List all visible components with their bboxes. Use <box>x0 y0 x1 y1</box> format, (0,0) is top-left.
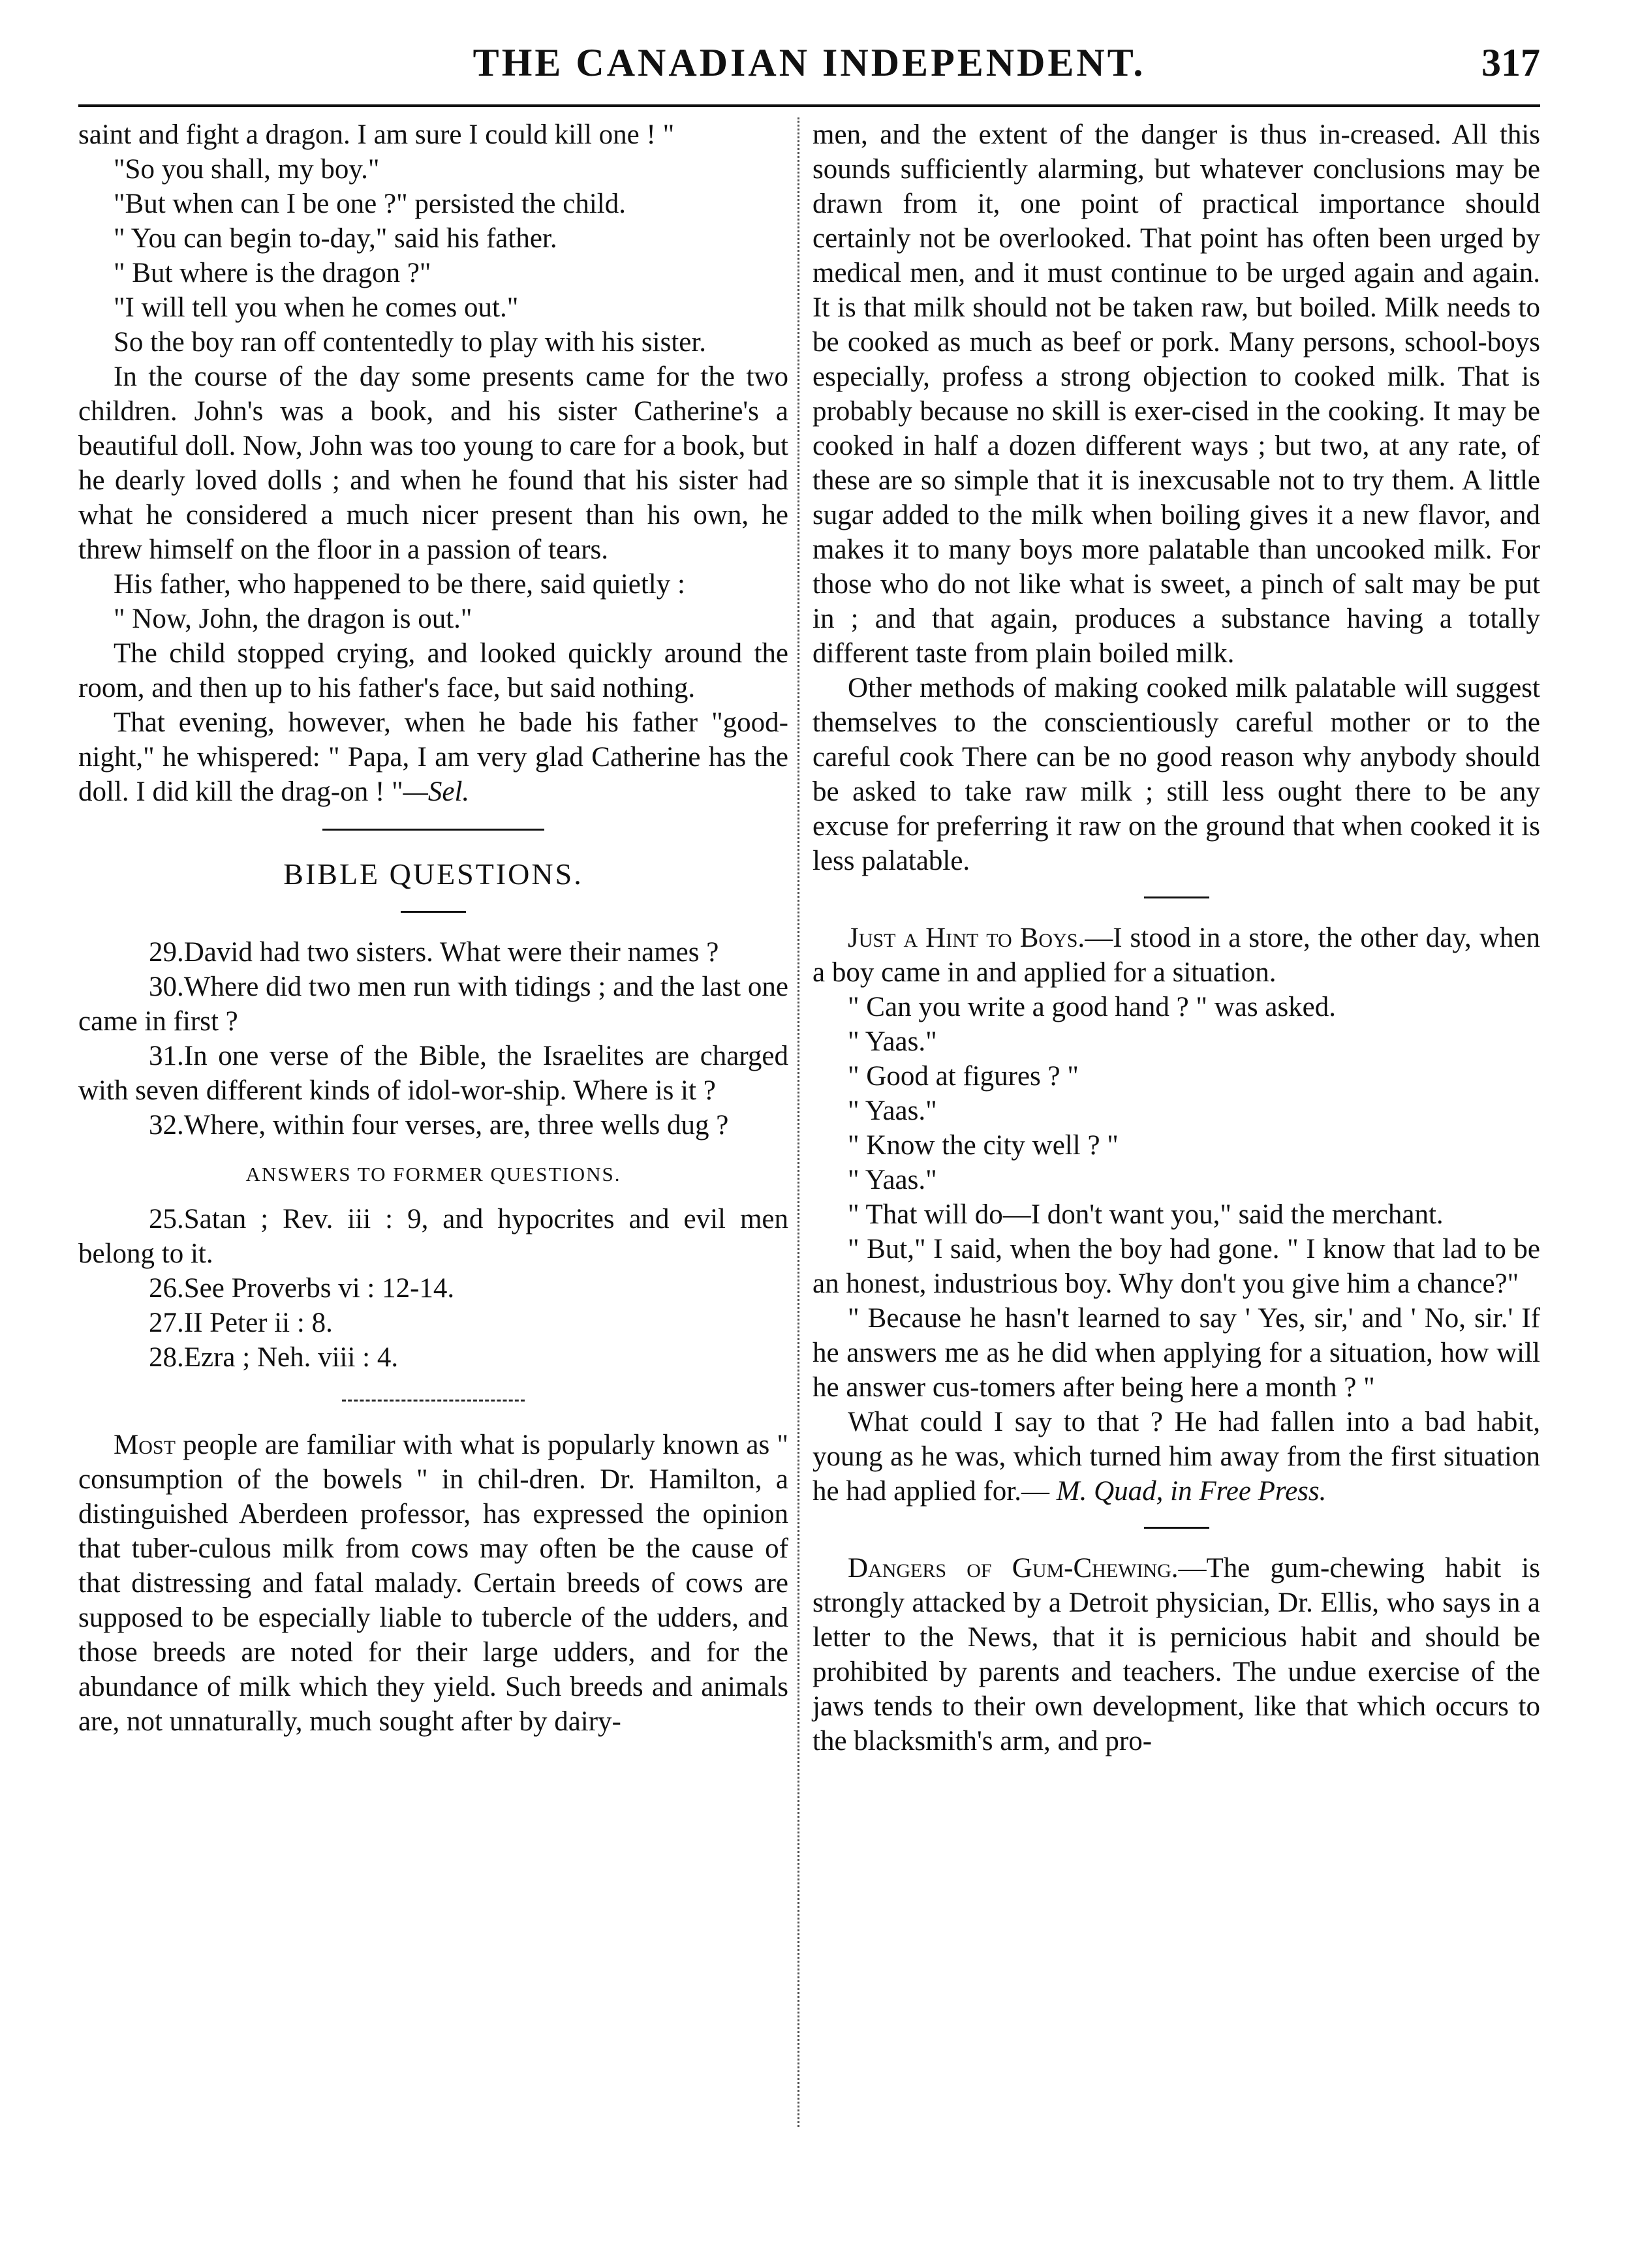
story-line: So the boy ran off contentedly to play with his sister. <box>114 327 707 358</box>
answer-text: Ezra ; Neh. viii : 4. <box>183 1342 399 1373</box>
gum-article-text: —The gum-chewing habit is strongly attacked by a Detroit physician, Dr. Ellis, who says in a letter to the News, that it is pernicious habit and should be prohibited by parents and teachers. The undue exercise of the jaws tends to their own development, like that which occurs to the blacksmith's arm, and pro- <box>812 1553 1540 1756</box>
section-rule <box>342 1400 525 1402</box>
page-number: 317 <box>1481 41 1540 84</box>
answer-text: Satan ; Rev. iii : 9, and hypocrites and evil men belong to it. <box>78 1204 788 1269</box>
story-line: " You can begin to-day," said his father. <box>114 223 557 254</box>
gum-article-title: Dangers of Gum-Chewing. <box>848 1553 1179 1584</box>
section-rule <box>401 911 466 913</box>
section-rule <box>1144 896 1209 898</box>
story-paragraph: In the course of the day some presents came for the two children. John's was a book, and his sister Catherine's a beautiful doll. Now, John was too young to care for a book, but he dearly loved dolls ; and when he found that his sister had what he considered a much nicer present than his own, he threw himself on the floor in a passion of tears. <box>78 361 788 565</box>
hint-closing-text: What could I say to that ? He had fallen into a bad habit, young as he was, which turned him away from the first situation he had applied for.— <box>812 1407 1540 1507</box>
dialogue-line: " That will do—I don't want you," said the merchant. <box>848 1199 1444 1230</box>
dialogue-line: " But," I said, when the boy had gone. " I know that lad to be an honest, industrious boy. Why don't you give him a chance?" <box>812 1234 1540 1299</box>
answer-text: See Proverbs vi : 12-14. <box>183 1273 455 1304</box>
story-paragraph: His father, who happened to be there, said quietly : <box>114 569 685 600</box>
answer-item <box>78 1340 788 1375</box>
answer-number: 26. <box>149 1273 184 1304</box>
right-column <box>812 117 1540 1758</box>
story-line: "So you shall, my boy." <box>114 154 380 185</box>
dialogue-line: " Can you write a good hand ? " was asked. <box>848 992 1337 1022</box>
dialogue-line: " Yaas." <box>848 1096 937 1126</box>
milk-article-lead: Most <box>114 1430 176 1460</box>
story-ending: That evening, however, when he bade his father "good-night," he whispered: " Papa, I am very glad Catherine has the doll. I did kill the drag-on ! " <box>78 707 788 807</box>
answer-item <box>78 1271 788 1306</box>
question-item <box>78 935 788 970</box>
dialogue-line: " Because he hasn't learned to say ' Yes, sir,' and ' No, sir.' If he answers me as he did when applying for a situation, how will he answer cus-tomers after being here a month ? " <box>812 1303 1540 1403</box>
column-divider <box>797 117 799 2127</box>
dialogue-line: " Yaas." <box>848 1026 937 1057</box>
section-rule <box>322 829 544 831</box>
publication-title: THE CANADIAN INDEPENDENT. <box>472 41 1146 84</box>
milk-article-paragraph: Other methods of making cooked milk palatable will suggest themselves to the conscientiously careful mother or to the careful cook There can be no good reason why anybody should be asked to take raw milk ; still less ought there to be any excuse for preferring it raw on the ground that when cooked it is less palatable. <box>812 673 1540 876</box>
answer-number: 28. <box>149 1342 184 1373</box>
answer-number: 25. <box>149 1204 184 1234</box>
answers-title: ANSWERS TO FORMER QUESTIONS. <box>245 1163 621 1186</box>
source-credit: —Sel. <box>403 776 470 807</box>
question-text: In one verse of the Bible, the Israelites are charged with seven different kinds of idol-wor-ship. Where is it ? <box>78 1041 788 1106</box>
dialogue-line: " Yaas." <box>848 1165 937 1195</box>
story-line: saint and fight a dragon. I am sure I could kill one ! " <box>78 119 675 150</box>
gum-article-paragraph <box>812 1551 1540 1758</box>
question-number: 29. <box>149 937 184 968</box>
story-line: " But where is the dragon ?" <box>114 258 431 288</box>
answer-number: 27. <box>149 1308 184 1338</box>
answer-item <box>78 1306 788 1340</box>
hint-article-ending <box>812 1405 1540 1509</box>
answer-item <box>78 1202 788 1271</box>
milk-article-continued: men, and the extent of the danger is thus in-creased. All this sounds sufficiently alarming, but whatever conclusions may be drawn from it, one point of practical importance should certainly not be overlooked. That point has often been urged by medical men, and it must continue to be urged again and again. It is that milk should not be taken raw, but boiled. Milk needs to be cooked as much as beef or pork. Many persons, school-boys especially, profess a strong objection to cooked milk. That is probably because no skill is exer-cised in the cooking. It may be cooked in half a dozen different ways ; but two, at any rate, of these are so simple that it is inexcusable not to try them. A little sugar added to the milk when boiling gives it a new flavor, and makes it to many boys more palatable than uncooked milk. For those who do not like what is sweet, a pinch of salt may be put in ; and that again, produces a substance having a totally different taste from plain boiled milk. <box>812 119 1540 669</box>
left-column <box>78 117 788 1739</box>
story-paragraph: The child stopped crying, and looked quickly around the room, and then up to his father's face, but said nothing. <box>78 638 788 703</box>
answer-text: II Peter ii : 8. <box>183 1308 333 1338</box>
question-number: 30. <box>149 972 184 1002</box>
story-line: " Now, John, the dragon is out." <box>114 604 472 634</box>
header-rule <box>78 104 1540 107</box>
bible-questions-title: BIBLE QUESTIONS. <box>283 857 583 891</box>
question-number: 31. <box>149 1041 184 1071</box>
hint-article-title: Just a Hint to Boys. <box>848 923 1085 953</box>
dialogue-line: " Good at figures ? " <box>848 1061 1079 1092</box>
question-text: Where did two men run with tidings ; and the last one came in first ? <box>78 972 788 1037</box>
question-item <box>78 1108 788 1142</box>
hint-article-paragraph <box>812 921 1540 990</box>
source-credit: M. Quad, in Free Press. <box>1056 1476 1327 1507</box>
milk-article-paragraph <box>78 1428 788 1739</box>
dialogue-line: " Know the city well ? " <box>848 1130 1119 1161</box>
section-rule <box>1144 1527 1209 1529</box>
question-number: 32. <box>149 1110 184 1141</box>
running-head <box>78 40 1540 93</box>
story-paragraph <box>78 705 788 809</box>
story-line: "But when can I be one ?" persisted the child. <box>114 189 626 219</box>
question-item <box>78 1039 788 1108</box>
hint-article-text: —I stood in a store, the other day, when a boy came in and applied for a situation. <box>812 923 1540 988</box>
question-text: David had two sisters. What were their names ? <box>183 937 719 968</box>
milk-article-text: people are familiar with what is popularly known as " consumption of the bowels " in chil-dren. Dr. Hamilton, a distinguished Aberdeen professor, has expressed the opinion that tuber-culous milk from cows may often be the cause of that distressing and fatal malady. Certain breeds of cows are supposed to be especially liable to tubercle of the udders, and those breeds are noted for their large udders, and for the abundance of milk which they yield. Such breeds and animals are, not unnaturally, much sought after by dairy- <box>78 1430 788 1737</box>
question-item <box>78 970 788 1039</box>
story-line: "I will tell you when he comes out." <box>114 292 519 323</box>
question-text: Where, within four verses, are, three wells dug ? <box>183 1110 729 1141</box>
